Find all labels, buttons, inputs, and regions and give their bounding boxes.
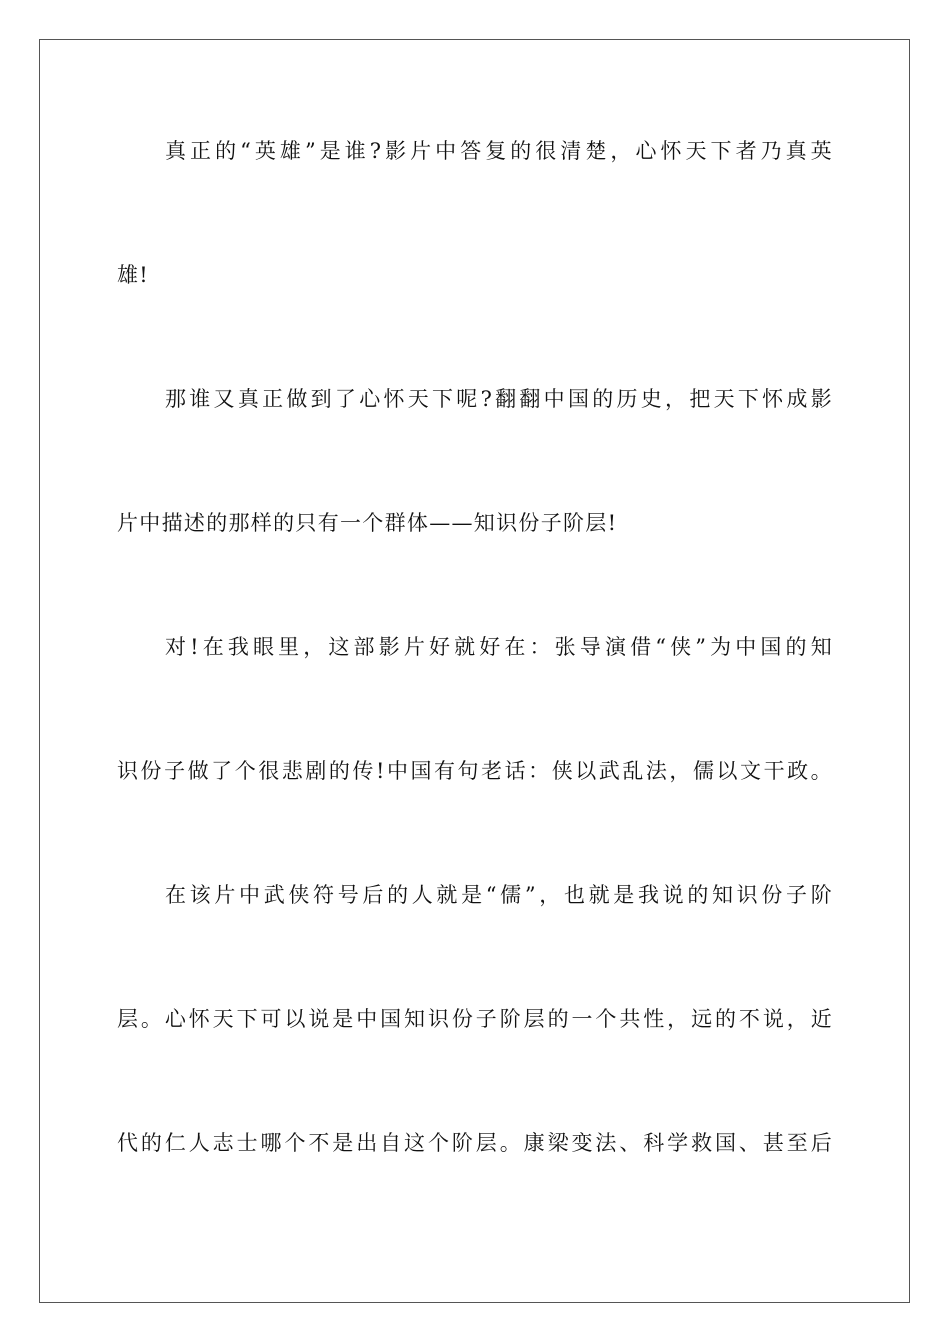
paragraph-4-line-2: 层。心怀天下可以说是中国知识份子阶层的一个共性，远的不说，近 bbox=[117, 1007, 833, 1031]
paragraph-2-line-1: 那谁又真正做到了心怀天下呢?翻翻中国的历史，把天下怀成影 bbox=[165, 387, 833, 411]
paragraph-4-line-1: 在该片中武侠符号后的人就是“儒”，也就是我说的知识份子阶 bbox=[165, 883, 833, 907]
page-border bbox=[39, 39, 910, 1303]
paragraph-1-line-1: 真正的“英雄”是谁?影片中答复的很清楚，心怀天下者乃真英 bbox=[165, 139, 833, 163]
paragraph-3-line-1: 对!在我眼里，这部影片好就好在：张导演借“侠”为中国的知 bbox=[165, 635, 833, 659]
paragraph-3-line-2: 识份子做了个很悲剧的传!中国有句老话：侠以武乱法，儒以文干政。 bbox=[117, 759, 833, 783]
paragraph-4-line-3: 代的仁人志士哪个不是出自这个阶层。康梁变法、科学救国、甚至后 bbox=[117, 1131, 833, 1155]
paragraph-1-line-2: 雄! bbox=[117, 263, 150, 287]
paragraph-2-line-2: 片中描述的那样的只有一个群体——知识份子阶层! bbox=[117, 511, 618, 535]
